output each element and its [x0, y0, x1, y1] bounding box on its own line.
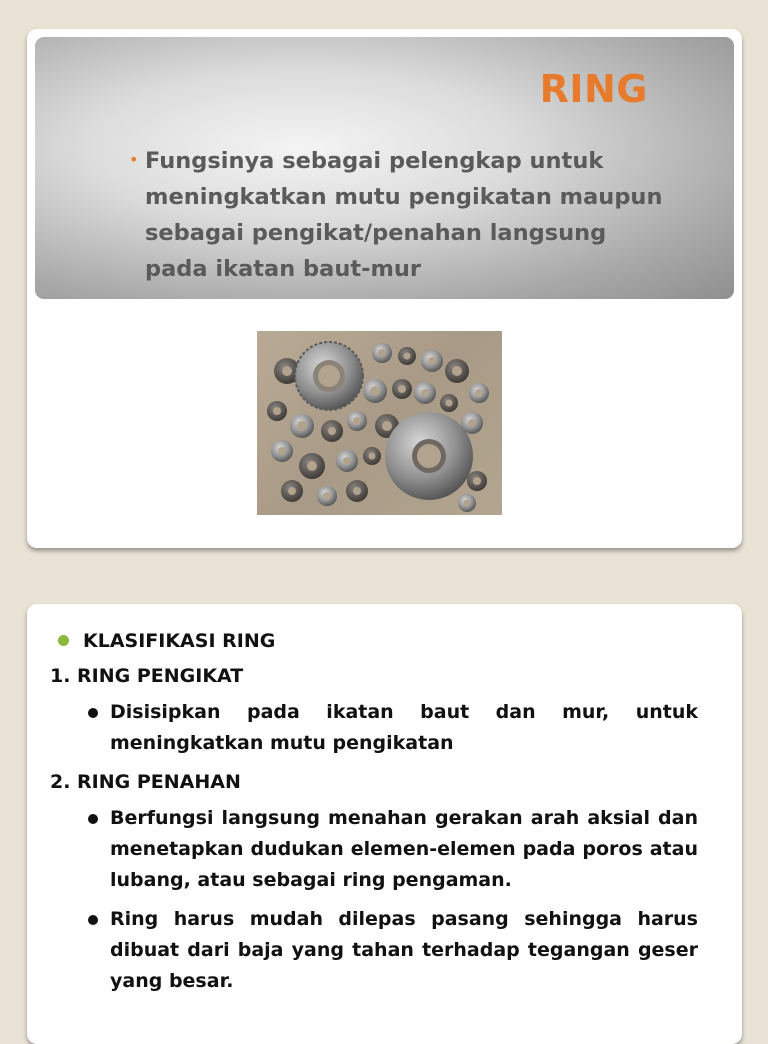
- slide-ring-classification: [27, 604, 742, 1044]
- green-bullet-icon: [58, 635, 69, 646]
- classification-heading: KLASIFIKASI RING: [83, 630, 276, 652]
- slide-ring-definition: [27, 29, 742, 548]
- large-washer-top: [295, 342, 363, 410]
- list-item: [88, 904, 700, 997]
- section-heading-ring-pengikat: 1. RING PENGIKAT: [50, 665, 244, 687]
- definition-text: Fungsinya sebagai pelengkap untuk meningkatkan mutu pengikatan maupun sebagai pengikat/penahan langsung pada ikatan baut-mur: [145, 148, 663, 282]
- header-panel: [35, 37, 734, 299]
- classification-bullet: [50, 626, 700, 657]
- list-item: [88, 697, 700, 759]
- washers-illustration: [257, 331, 502, 515]
- slide-content: [50, 626, 700, 1005]
- list-item-text: Disisipkan pada ikatan baut dan mur, untuk meningkatkan mutu pengikatan: [110, 701, 698, 754]
- washers-photo: [257, 331, 502, 515]
- large-washer-bottom: [385, 412, 473, 500]
- black-bullet-icon: [88, 915, 98, 925]
- list-item-text: Berfungsi langsung menahan gerakan arah aksial dan menetapkan dudukan elemen-elemen pada poros atau lubang, atau sebagai ring pengaman.: [110, 807, 698, 891]
- slide-title: RING: [539, 67, 648, 111]
- definition-bullet: [129, 143, 669, 287]
- list-item-text: Ring harus mudah dilepas pasang sehingga harus dibuat dari baja yang tahan terhadap tegangan geser yang besar.: [110, 908, 698, 992]
- section-heading-ring-penahan: 2. RING PENAHAN: [50, 771, 241, 793]
- list-item: [88, 803, 700, 896]
- black-bullet-icon: [88, 814, 98, 824]
- bullet-dot-icon: •: [129, 150, 139, 169]
- black-bullet-icon: [88, 708, 98, 718]
